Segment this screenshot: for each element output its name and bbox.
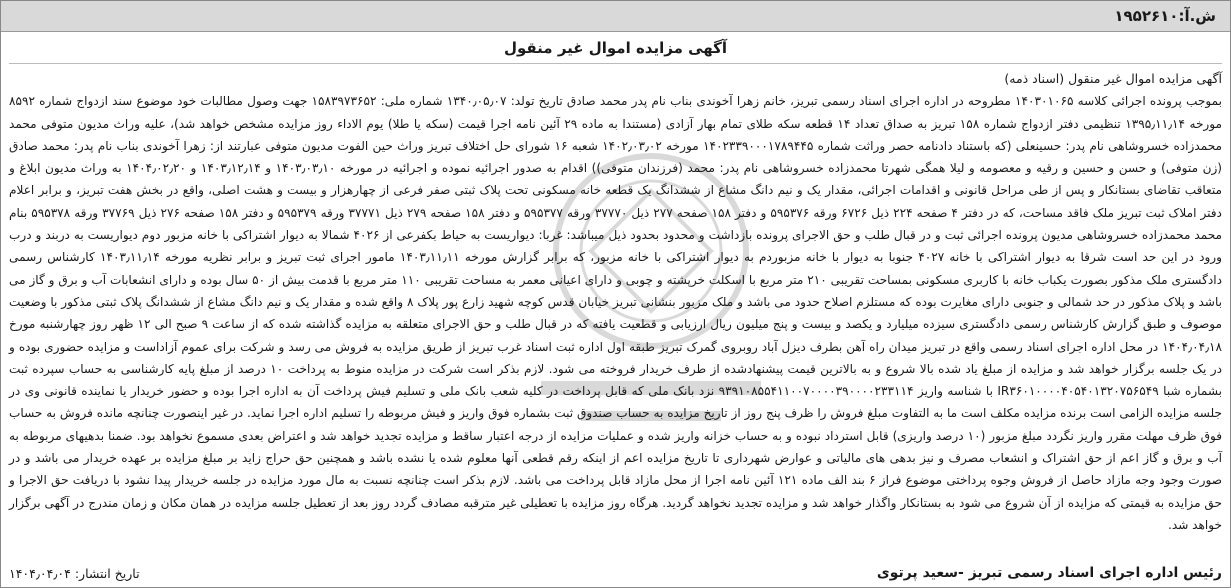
- signature: رئیس اداره اجرای اسناد رسمی تبریز -سعید پرتوی: [876, 565, 1222, 581]
- header-bar: [1, 1, 1230, 32]
- ad-footer: [9, 565, 1222, 581]
- ad-title: آگهی مزایده اموال غیر منقول: [503, 39, 728, 57]
- publish-date: تاریخ انتشار: ۱۴۰۴٫۰۴٫۰۴: [9, 565, 140, 581]
- ad-body: [1, 68, 1230, 536]
- title-divider: [9, 63, 1222, 64]
- ad-lead-line: آگهی مزایده اموال غیر منقول (اسناد ذمه): [1004, 71, 1222, 86]
- reference-number: ش.آ:۱۹۵۲۶۱۰: [1114, 7, 1216, 25]
- ad-body-text: بموجب پرونده اجرائی کلاسه ۱۴۰۳۰۱۰۶۵ مطروحه در اداره اجرای اسناد رسمی تبریز، خانم زهرا آخوندی بناب نام پدر محمد صادق تاریخ تولد: ۱۳۴۰٫۰۵٫۰۷ شماره ملی: ۱۵۸۳۹۷۳۶۵۲ جهت وصول مطالبات خود موضوع سند ازدواج شماره ۸۵۹۲ مورخه ۱۳۹۵٫۱۱٫۱۴ تنظیمی دفتر ازدواج شماره ۱۵۸ تبریز به صداق تعداد ۱۴ قطعه سکه طلای تمام بهار آزادی (مستندا به ماده ۲۹ آئین نامه اجرا قیمت (سکه یا طلا) یوم الاداء روز مزایده مشخص خواهد شد)، علیه وراث مدیون متوفی محمد محمدزاده خسروشاهی نام پدر: حسینعلی (که باستناد دادنامه حصر وراثت شماره ۱۴۰۲۳۳۹۰۰۰۱۷۸۹۴۴۵ مورخه ۱۴۰۲٫۰۳٫۰۲ شعبه ۱۶ شورای حل اختلاف تبریز وراث حین الفوت مدیون متوفی عبارتند از: زهرا آخوندی بناب نام پدر: محمد صادق (زن متوفی) و حسن و حسین و رقیه و معصومه و لیلا همگی شهرتا محمدزاده خسروشاهی نام پدر: محمد (فرزندان متوفی)) اقدام به صدور اجرائیه نموده و اجرائیه در مورخه ۱۴۰۳٫۰۳٫۱۰ و ۱۴۰۳٫۱۲٫۱۴ و ۱۴۰۴٫۰۲٫۲۰ به وراث مدیون ابلاغ و متعاقب تقاضای بستانکار و پس از طی مراحل قانونی و اقدامات اجرائی، مقدار یک و نیم دانگ مشاع از ششدانگ یک قطعه خانه مسکونی تحت پلاک ثبتی صفر فرعی از چهارهزار و بیست و هشت اصلی، واقع در بخش هفت تبریز، و برابر اعلام دفتر املاک ثبت تبریز ملک فاقد مساحت، که در دفتر ۴ صفحه ۲۲۴ ذیل ۶۷۲۶ ورقه ۵۹۵۳۷۶ و دفتر ۱۵۸ صفحه ۲۷۷ ذیل ۳۷۷۷۰ ورقه ۵۹۵۳۷۷ و دفتر ۱۵۸ صفحه ۲۷۹ ذیل ۳۷۷۷۱ ورقه ۵۹۵۳۷۹ و دفتر ۱۵۸ صفحه ۲۷۶ ذیل ۳۷۷۶۹ ورقه ۵۹۵۳۷۸ بنام محمد محمدزاده خسروشاهی مدیون پرونده اجرائی ثبت و در قبال طلب و حق الاجرای پرونده بازداشت و محدود بحدود ذیل میباشد: غربا: دیواریست به حیاط بکفرعی از ۴۰۲۶ شمالا به دیوار اشتراکی با خانه مزبور دوم دیواریست به دربند و درب ورود در این حد است شرقا به دیوار اشتراکی با خانه ۴۰۲۷ جنوبا به دیوار با خانه مزبوردم به دیوار اشتراکی با خانه مزبور، که برابر گزارش مورخه ۱۴۰۳٫۱۱٫۱۱ مامور اجرای ثبت تبریز و برابر نظریه مورخه ۱۴۰۳٫۱۱٫۱۴ کارشناس رسمی دادگستری ملک مذکور بصورت یکباب خانه با کاربری مسکونی بمساحت تقریبی ۲۱۰ متر مربع با اسکلت خرپشته و چوبی و دارای اعیانی معمر به مساحت تقریبی ۱۱۰ متر مربع با قدمت بیش از ۵۰ سال بوده و دارای انشعابات آب و برق و گاز می باشد و پلاک مذکور در حد شمالی و جنوبی دارای مغایرت بوده که مستلزم اصلاح حدود می باشد و ملک مزبور بنشانی تبریز خیابان قدس کوچه شهید زارع پور پلاک ۸ واقع شده و مقدار یک و نیم دانگ مشاع از ششدانگ پلاک ثبتی مذکور با وضعیت موصوف و طبق گزارش کارشناس رسمی دادگستری سیزده میلیارد و یکصد و بیست و پنج میلیون ریال ارزیابی و قطعیت یافته که در قبال طلب و حق الاجرای متعلقه به مزایده گذاشته شده که از ساعت ۹ صبح الی ۱۲ ظهر روز چهارشنبه مورخ ۱۴۰۴٫۰۴٫۱۸ در محل اداره اجرای اسناد رسمی واقع در تبریز میدان راه آهن بطرف دیزل آباد روبروی گمرک تبریز طبقه اول اداره ثبت اسناد غرب تبریز از طریق مزایده به فروش می رسد و شرکت برای عموم آزاداست و مزایده حضوری بوده و در یک جلسه برگزار خواهد شد و مزایده از مبلغ یاد شده بالا شروع و به بالاترین قیمت پیشنهادشده از طرف خریدار فروخته می شود. لازم بذکر است شرکت در مزایده منوط به پرداخت ۱۰ درصد از مبلغ پایه کارشناسی به حساب سپرده ثبت بشماره شبا IR۳۶۰۱۰۰۰۰۴۰۵۴۰۱۳۲۰۷۵۶۵۴۹ با شناسه واریز ۹۳۹۱۰۸۵۵۴۱۱۰۰۷۰۰۰۰۳۹۰۰۰۰۲۳۳۱۱۴ نزد بانک ملی که قابل پرداخت در کلیه شعب بانک ملی و تسلیم فیش پرداخت آن به اداره اجرا بوده و حضور خریدار یا نماینده قانونی وی در جلسه مزایده الزامی است برنده مزایده مکلف است ما به التفاوت مبلغ فروش را ظرف پنج روز از تاریخ مزایده به حساب صندوق ثبت بشماره فوق واریز و فیش مربوطه را تسلیم اداره اجرا نماید. در غیر اینصورت چنانچه مانده فروش به حساب فوق ظرف مهلت مقرر واریز نگردد مبلغ مزبور (۱۰ درصد واریزی) قابل استرداد نبوده و به حساب خزانه واریز شده و عملیات مزایده از درجه اعتبار ساقط و مزایده تجدید خواهد شد و اعتراض بعدی مسموع نخواهد بود. ضمنا بدهیهای مربوطه به آب و برق و گاز اعم از حق اشتراک و انشعاب مصرف و نیز بدهی های مالیاتی و عوارض شهرداری تا تاریخ مزایده اعم از اینکه رقم قطعی آنها معلوم شده یا نشده باشد و همچنین حق حراج زاید بر مبلغ مزایده بر عهده خریدار می باشد و در صورت وجود وجه مازاد حاصل از فروش وجوه پرداختی موضوع فراز ۶ بند الف ماده ۱۲۱ آئین نامه اجرا از محل مازاد قابل پرداخت می باشد. لازم بذکر است چنانچه نسبت به مال مورد مزایده در جلسه خریدار پیدا نشود با دریافت حق الاجرا و حق مزایده به قیمتی که مزایده از آن شروع می شود به بستانکار واگذار خواهد شد و مزایده تجدید نخواهد گردید. هرگاه روز مزایده با تعطیلی غیر مترقبه مصادف گردد روز بعد از تعطیل جلسه مزایده در همان مکان و زمان مندرج در آگهی برگزار خواهد شد.: [9, 94, 1223, 532]
